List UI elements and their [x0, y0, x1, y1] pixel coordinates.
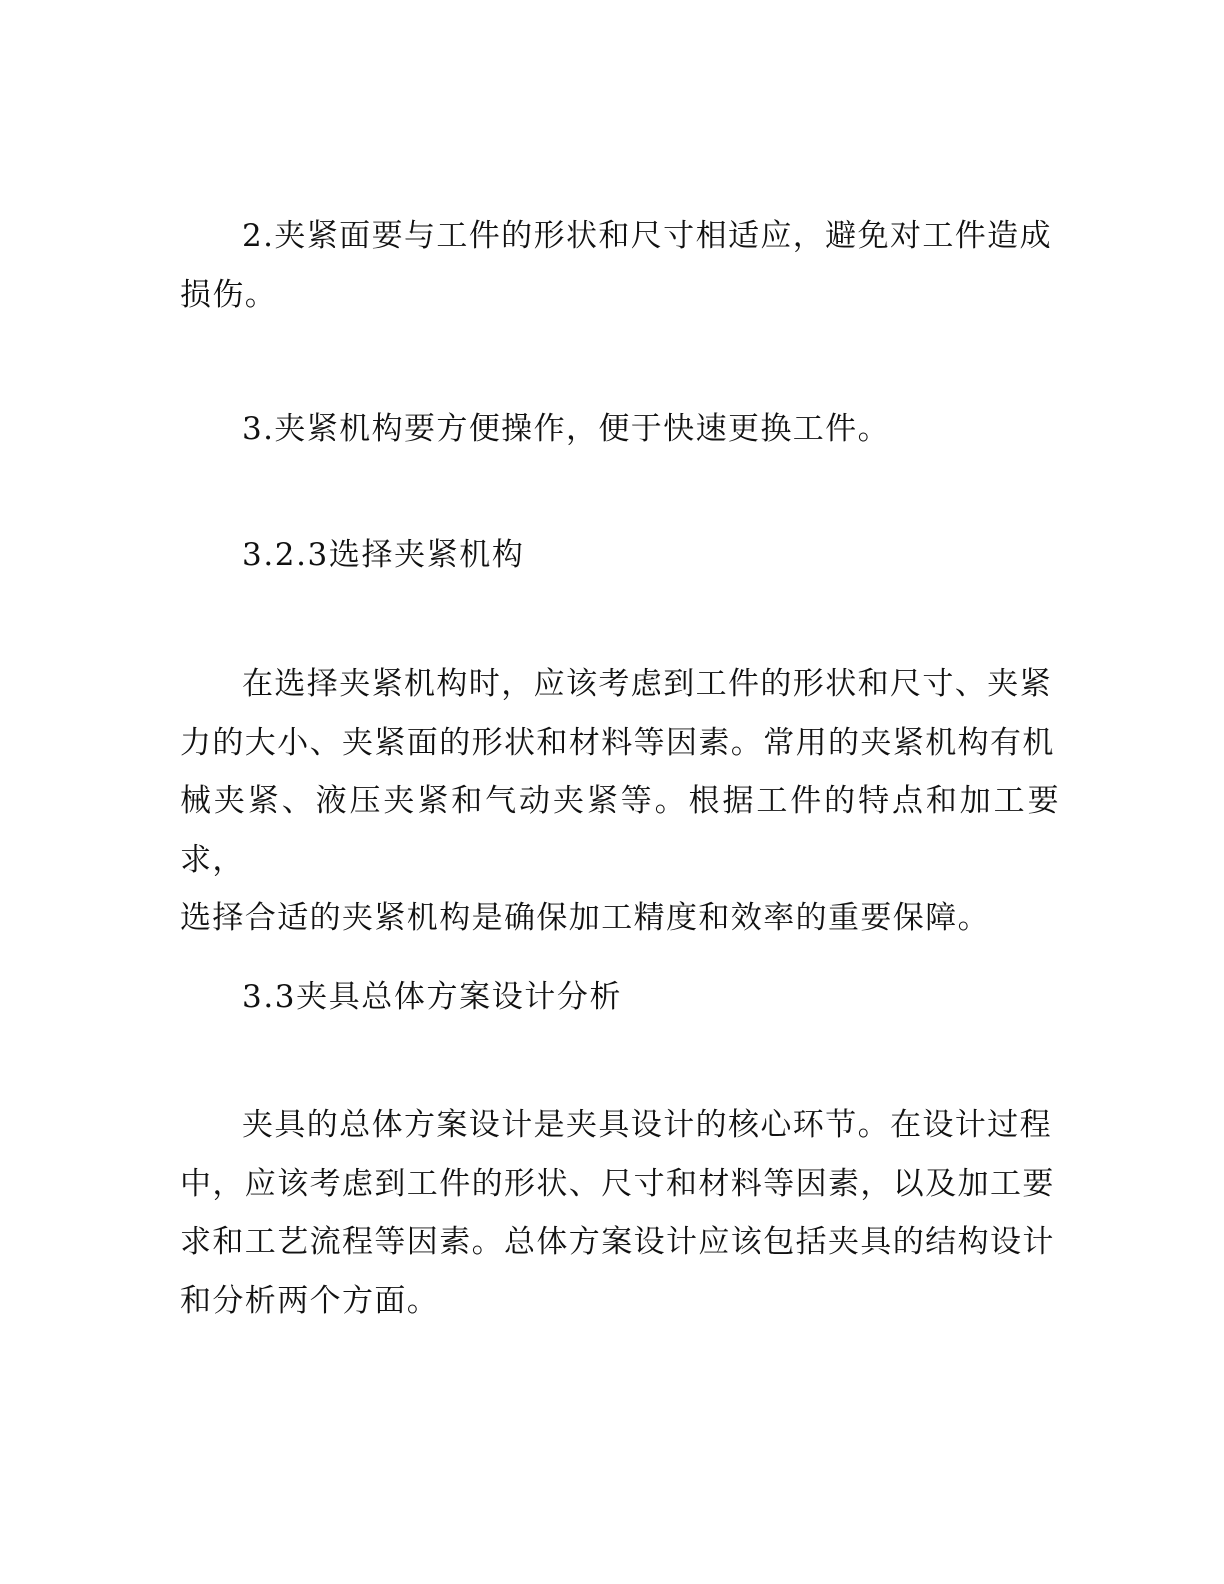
text-line: 求和工艺流程等因素。总体方案设计应该包括夹具的结构设计 [180, 1224, 1055, 1260]
text-line: 损伤。 [180, 276, 278, 313]
text-line: 力的大小、夹紧面的形状和材料等因素。常用的夹紧机构有机 [180, 724, 1055, 761]
paragraph-overall-design [180, 1096, 1060, 1330]
section-heading-3-3: 3.3夹具总体方案设计分析 [242, 979, 623, 1015]
section-heading-3-2-3: 3.2.3选择夹紧机构 [242, 537, 525, 573]
text-line: 夹具的总体方案设计是夹具设计的核心环节。在设计过程 [242, 1107, 1052, 1143]
text-line: 在选择夹紧机构时，应该考虑到工件的形状和尺寸、夹紧 [242, 666, 1052, 702]
paragraph-select-clamping [180, 655, 1060, 948]
text-line: 2.夹紧面要与工件的形状和尺寸相适应，避免对工件造成 [242, 218, 1052, 254]
text-line: 械夹紧、液压夹紧和气动夹紧等。根据工件的特点和加工要求， [180, 783, 1060, 878]
list-item-3 [180, 400, 1060, 459]
text-line: 3.夹紧机构要方便操作，便于快速更换工件。 [242, 411, 890, 447]
text-line: 和分析两个方面。 [180, 1282, 440, 1319]
text-line: 中，应该考虑到工件的形状、尺寸和材料等因素，以及加工要 [180, 1165, 1055, 1202]
list-item-2 [180, 207, 1060, 324]
text-line: 选择合适的夹紧机构是确保加工精度和效率的重要保障。 [180, 900, 990, 936]
